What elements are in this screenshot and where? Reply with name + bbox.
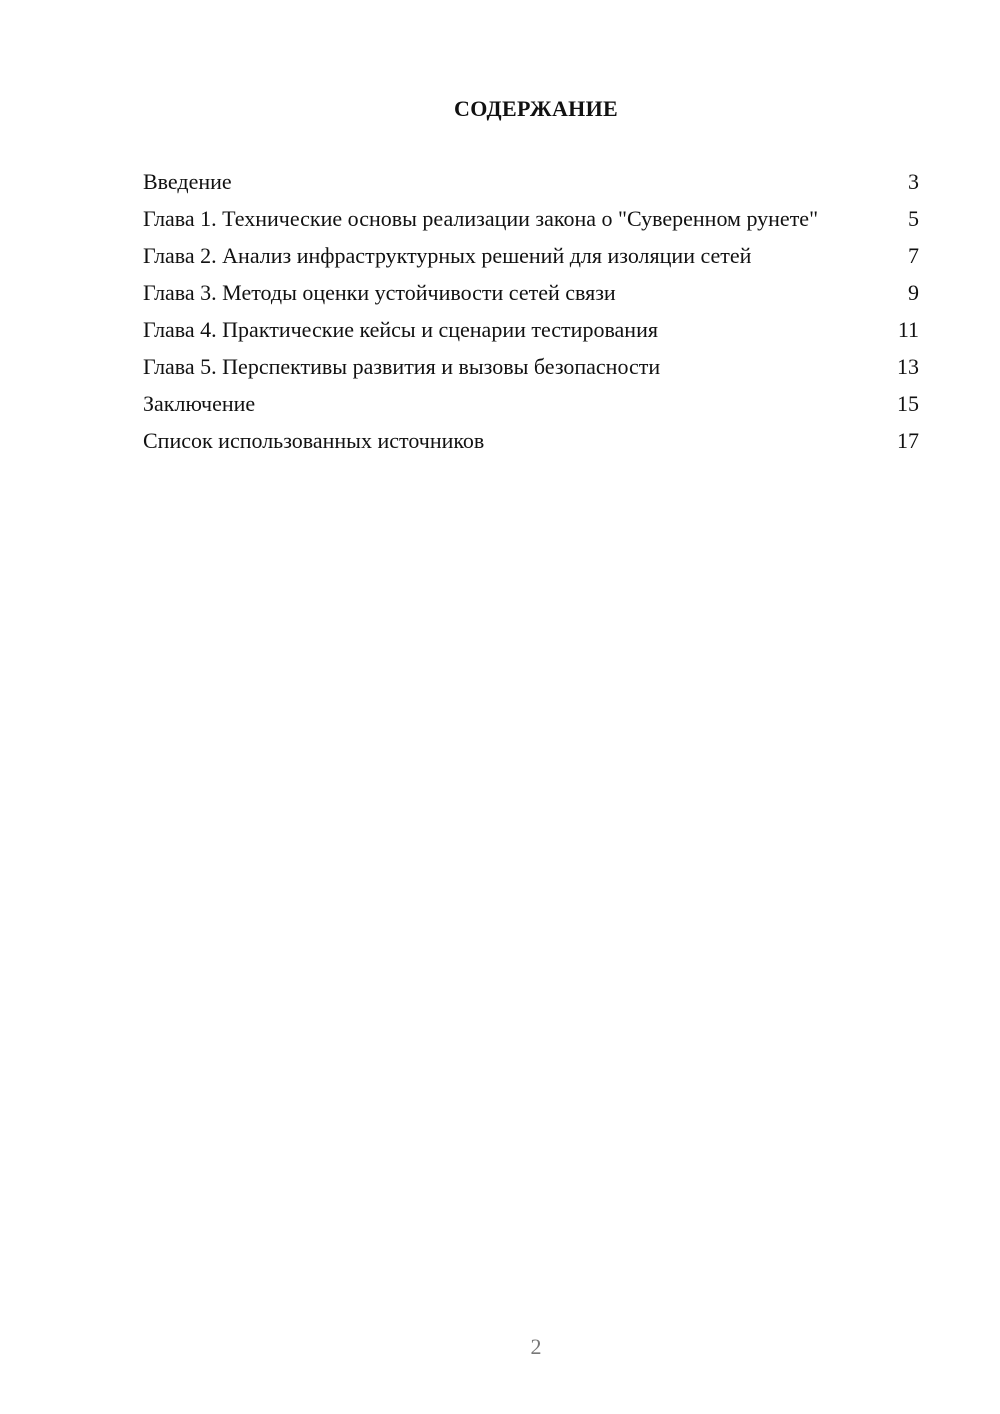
toc-entry-page: 5 [908, 206, 919, 231]
toc-entry-page: 11 [897, 317, 919, 342]
toc-entry-page: 7 [908, 243, 919, 268]
toc-entry-text: Список использованных источников [143, 428, 485, 453]
toc-entry-text: Глава 1. Технические основы реализации закона о "Суверенном рунете" [143, 206, 819, 231]
toc-entry-page: 15 [897, 391, 919, 416]
toc-entry [143, 168, 919, 195]
toc-entry [143, 242, 919, 269]
toc-entry-text: Глава 5. Перспективы развития и вызовы безопасности [143, 354, 661, 379]
toc-entry [143, 316, 919, 343]
toc-entry-page: 13 [897, 354, 919, 379]
toc-title: СОДЕРЖАНИЕ [454, 96, 618, 121]
table-of-contents [143, 168, 919, 464]
toc-entry-text: Заключение [143, 391, 256, 416]
toc-entry [143, 279, 919, 306]
toc-entry [143, 353, 919, 380]
toc-entry-page: 17 [897, 428, 919, 453]
toc-entry-page: 9 [908, 280, 919, 305]
toc-entry-text: Введение [143, 169, 232, 194]
toc-entry-text: Глава 2. Анализ инфраструктурных решений для изоляции сетей [143, 243, 752, 268]
toc-entry [143, 205, 919, 232]
toc-entry-text: Глава 3. Методы оценки устойчивости сетей связи [143, 280, 616, 305]
toc-entry [143, 427, 919, 454]
toc-entry [143, 390, 919, 417]
toc-entry-page: 3 [908, 169, 919, 194]
toc-entry-text: Глава 4. Практические кейсы и сценарии тестирования [143, 317, 658, 342]
page-number: 2 [530, 1334, 542, 1359]
